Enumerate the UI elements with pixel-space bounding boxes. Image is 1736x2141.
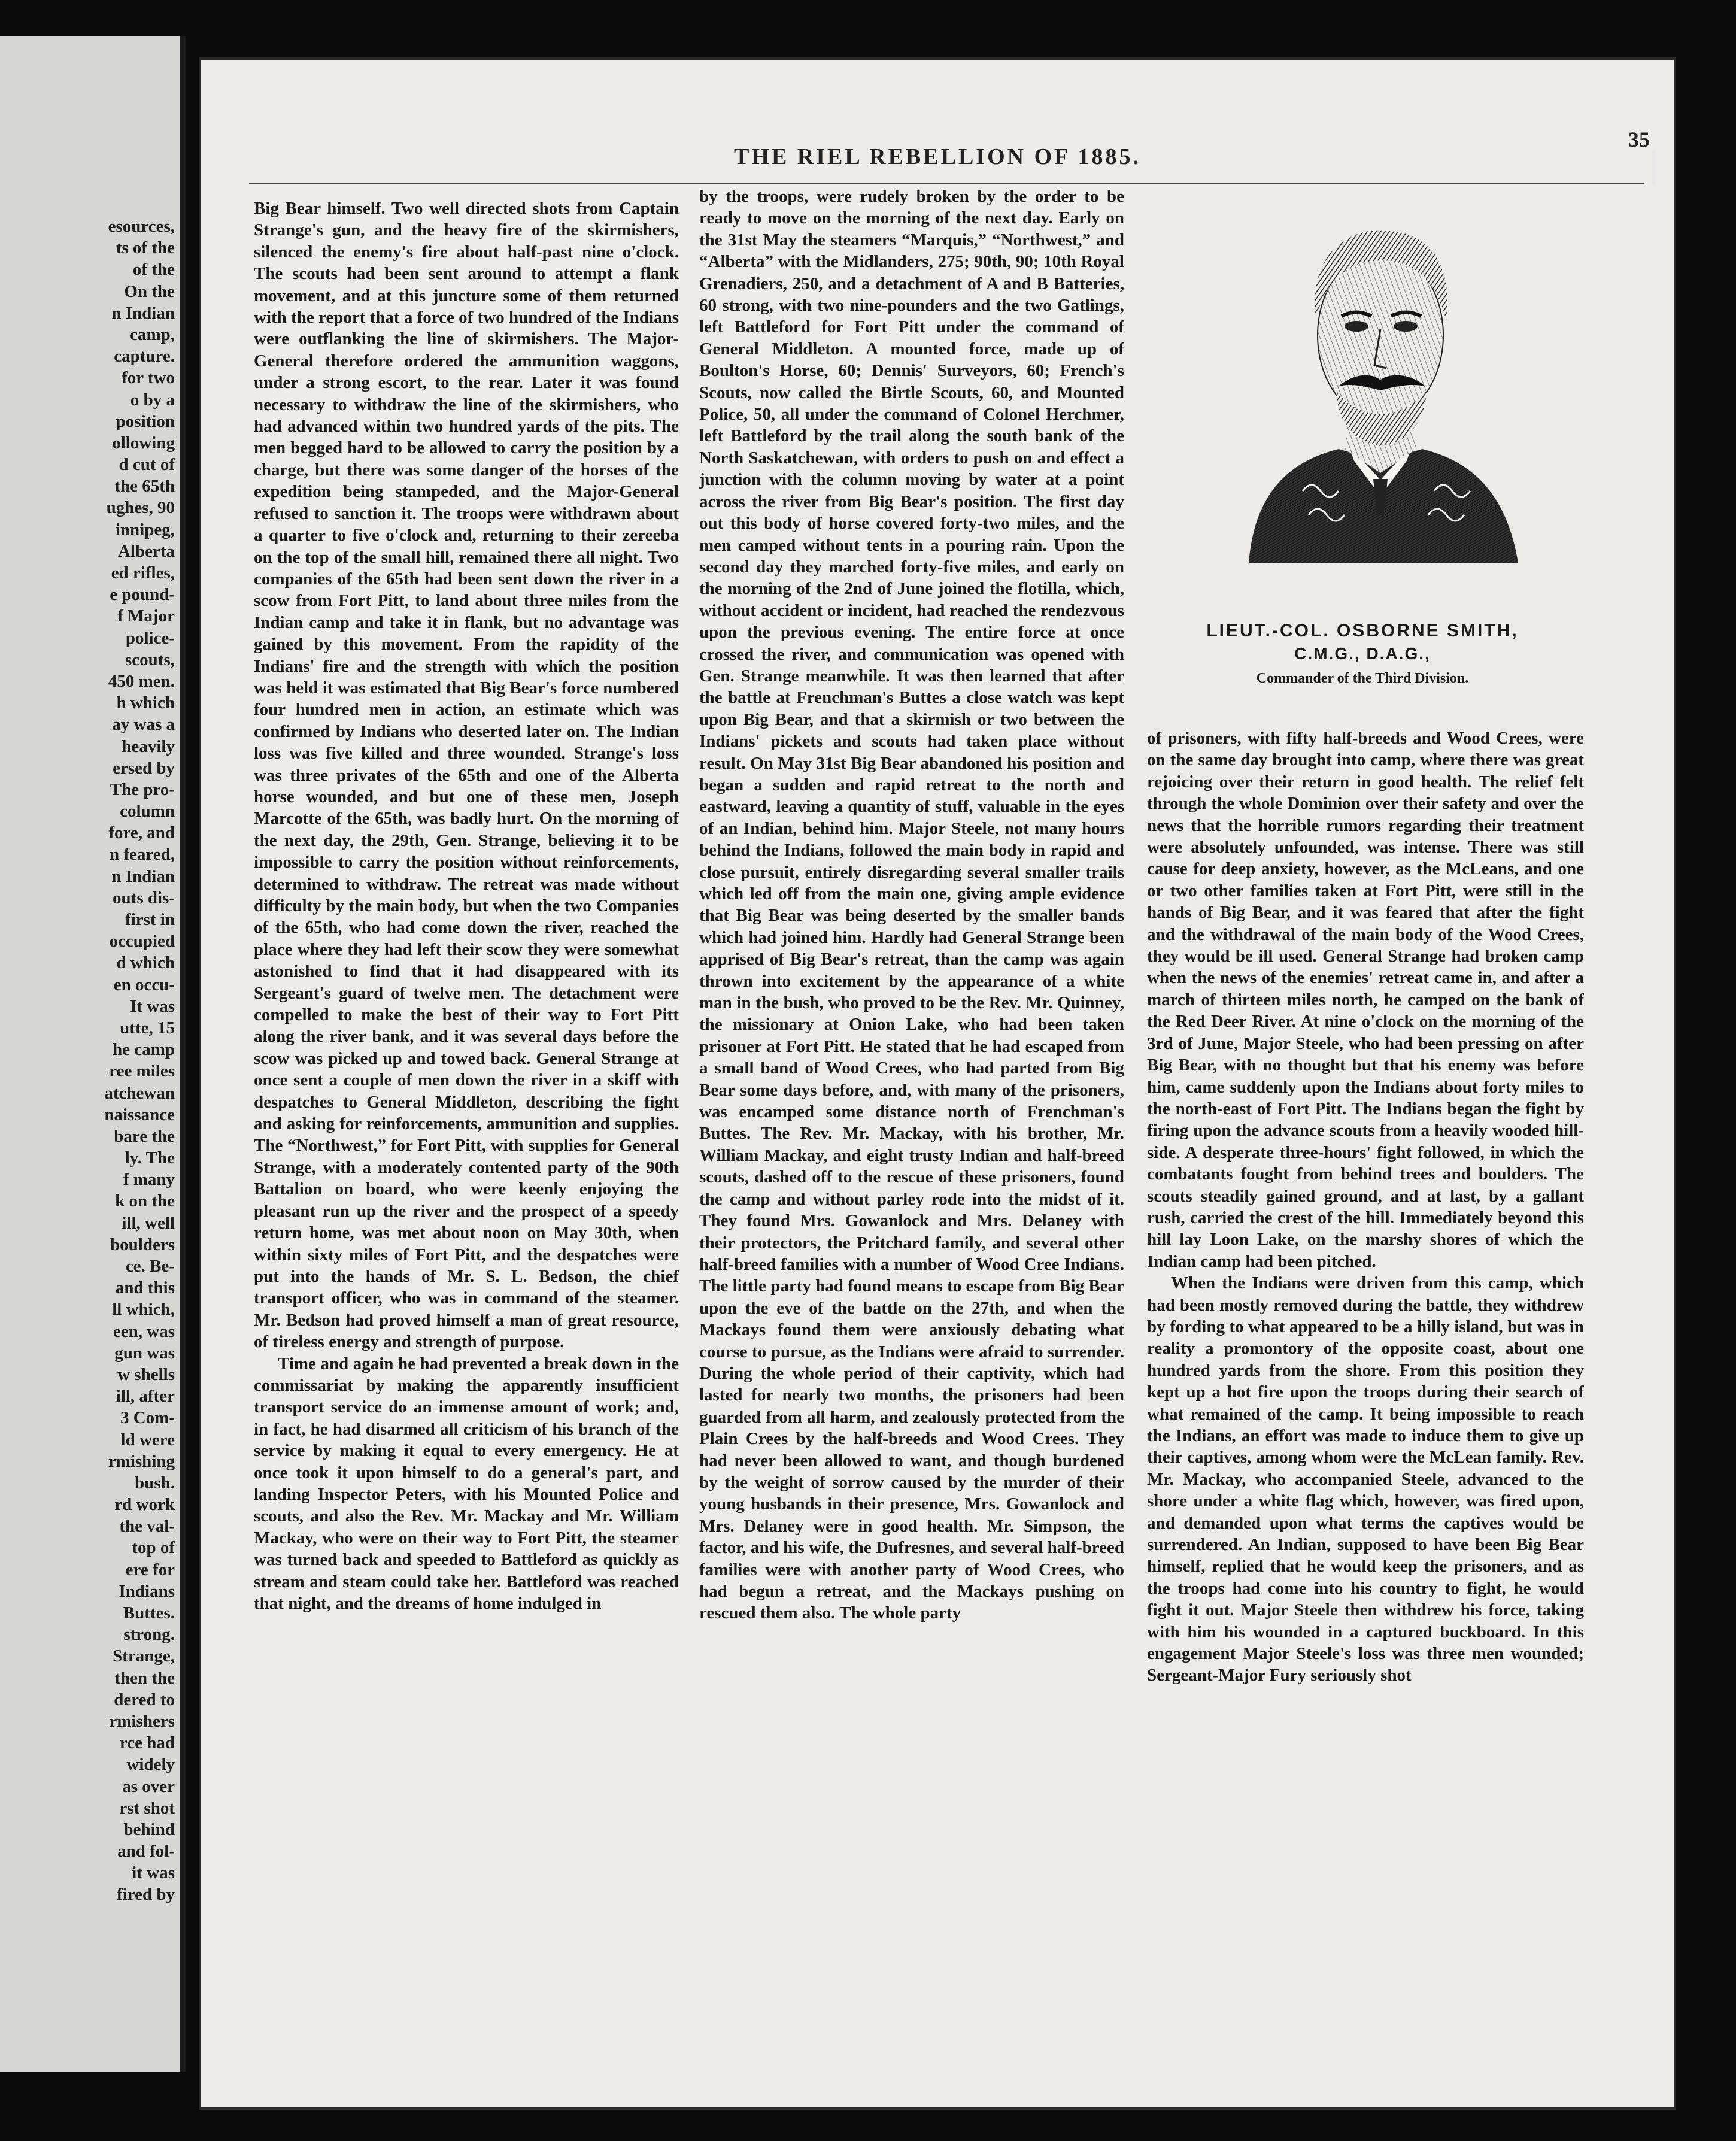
facing-page-line: d which [116,953,175,973]
facing-page-line: first in [125,910,175,929]
facing-page-line: ughes, 90 [106,498,175,518]
facing-page-line: as over [122,1776,175,1796]
caption-role: Commander of the Third Division. [1256,671,1469,686]
facing-page-line: heavily [122,736,175,756]
facing-page-line: boulders [110,1235,175,1254]
caption-honours: C.M.G., D.A.G., [1294,644,1431,663]
facing-page-line: scouts, [125,650,175,669]
facing-page-line: atchewan [104,1083,175,1103]
column-3-paragraph-1: of prisoners, with fifty half-breeds and Wood Crees, were on the same day brought into camp, where there was great rejoicing over their return in good health. The relief felt through the whole Dominion over their safety and over the news that the horrible rumors regarding their treatment were absolutely unfounded, was intense. There was still cause for deep anxiety, however, as the McLeans, and one or two other families taken at Fort Pitt, were still in the hands of Big Bear, and it was feared that after the fight and the withdrawal of the main body of the Wood Crees, they would be ill used. General Strange had broken camp when the news of the enemies' retreat came in, and after a march of thirteen miles north, he camped on the bank of the Red Deer River. At nine o'clock on the morning of the 3rd of June, Major Steele, who had been pressing on after Big Bear, with no thought but that his enemy was before him, came suddenly upon the Indians about forty miles to the north-east of Fort Pitt. The Indians began the fight by firing upon the advance scouts from a heavily wooded hill-side. A desperate three-hours' fight followed, in which the combatants fought from behind trees and boulders. The scouts steadily gained ground, and at last, by a gallant rush, carried the crest of the hill. Immediately beyond this hill lay Loon Lake, on the marshy shores of which the Indian camp had been pitched. [1147,729,1584,1271]
running-title: THE RIEL REBELLION OF 1885. [734,144,1141,169]
facing-page-line: ly. The [125,1148,175,1168]
facing-page-line: behind [123,1819,175,1839]
facing-page-line: the 65th [114,477,175,496]
facing-page-line: rd work [114,1495,175,1515]
facing-page-line: n feared, [109,845,175,865]
facing-page-line: police- [125,628,175,648]
text-column-2 [699,186,1124,2078]
facing-page-line: ree miles [109,1062,175,1081]
page-number: 35 [1628,128,1650,151]
facing-page-line: top of [132,1538,175,1558]
facing-page-line: It was [130,996,175,1016]
facing-page-line: fore, and [108,823,175,843]
facing-page-line: outs dis- [113,888,175,908]
facing-page-line: strong. [123,1625,175,1645]
facing-page-line: n Indian [111,303,175,323]
facing-page-line: o by a [130,390,175,410]
facing-page-line: of the [132,260,175,280]
facing-page-line: esources, [108,217,175,236]
facing-page-line: w shells [117,1364,175,1384]
facing-page-line: bare the [114,1126,175,1146]
facing-page-line: h which [116,693,175,713]
facing-page-line: f many [123,1170,175,1190]
facing-page-line: rce had [119,1733,175,1753]
facing-page-line: d cut of [119,455,175,475]
facing-page-line: and this [115,1278,175,1298]
facing-page-line: f Major [117,606,175,626]
caption-name: LIEUT.-COL. OSBORNE SMITH, [1206,621,1519,641]
facing-page-line: rmishers [109,1711,175,1731]
facing-page-line: dered to [114,1690,175,1709]
column-2-paragraph-1: by the troops, were rudely broken by the order to be ready to move on the morning of the next day. Early on the 31st May the steamers “Marquis,” “Northwest,” and “Alberta” with the Midlanders, 275; 90th, 90; 10th Royal Grenadiers, 250, and a detachment of A and B Batteries, 60 strong, with two nine-pounders and the two Gatlings, left Battleford for Fort Pitt under the command of General Middleton. A mounted force, made up of Boulton's Horse, 60; Dennis' Surveyors, 60; French's Scouts, now called the Birtle Scouts, 60, and Mounted Police, 50, all under the command of Colonel Herchmer, left Battleford by the trail along the south bank of the North Saskatchewan, with orders to push on and effect a junction with the column moving by water at a point across the river from Big Bear's position. The first day out this body of horse covered forty-two miles, and the men camped without tents in a pouring rain. Upon the second day they marched forty-five miles, and early on the morning of the 2nd of June joined the flotilla, which, without accident or incident, had reached the rendezvous upon the previous evening. The entire force at once crossed the river, and communication was opened with Gen. Strange meanwhile. It was then learned that after the battle at Frenchman's Buttes a close watch was kept upon Big Bear, and that a skirmish or two between the Indians' pickets and scouts had taken place without result. On May 31st Big Bear abandoned his position and began a sudden and rapid retreat to the north and eastward, leaving a quantity of stuff, valuable in the eyes of an Indian, behind him. Major Steele, not many hours behind the Indians, followed the main body in rapid and close pursuit, entirely disregarding several smaller trails which led off from the main one, giving ample evidence that Big Bear was being deserted by the smaller bands which had joined him. Hardly had General Strange been apprised of Big Bear's retreat, than the camp was again thrown into excitement by the appearance of a white man in the bush, who proved to be the Rev. Mr. Quinney, the missionary at Onion Lake, who had been taken prisoner at Fort Pitt. He stated that he had escaped from a small band of Wood Crees, who had parted from Big Bear some days before, and, with many of the prisoners, was encamped some distance north of Frenchman's Buttes. The Rev. Mr. Mackay, with his brother, Mr. William Mackay, and eight trusty Indian and half-breed scouts, dashed off to the rescue of these prisoners, found the camp and without parley rode into the midst of it. They found Mrs. Gowanlock and Mrs. Delaney with their protectors, the Pritchard family, and several other half-breed families with a number of Wood Cree Indians. The little party had found means to escape from Big Bear upon the eve of the battle on the 27th, and when the Mackays found them were anxiously debating what course to pursue, as the Indians were afraid to surrender. During the whole period of their captivity, which had lasted for nearly two months, the prisoners had been guarded from all harm, and zealously protected from the Plain Crees by the half-breeds and Wood Crees. They had never been allowed to want, and though burdened by the weight of sorrow caused by the murder of their young husbands in their presence, Mrs. Gowanlock and Mrs. Delaney were in good health. Mr. Simpson, the factor, and his wife, the Dufresnes, and several half-breed families were with another party of Wood Crees, who had begun a retreat, and the Mackays pushing on rescued them also. The whole party [699,187,1124,1623]
facing-page-line: ay was a [112,715,175,735]
facing-page-line: een, was [113,1321,175,1341]
book-page [201,60,1674,2107]
facing-page-line: ed rifles, [111,563,175,583]
facing-page-line: he camp [113,1040,175,1060]
facing-page-line: ll which, [112,1300,175,1320]
facing-page-line: ld were [120,1430,175,1449]
facing-page-line: it was [132,1863,175,1883]
facing-page-line: ere for [125,1560,175,1579]
facing-page-line: the val- [119,1517,175,1536]
facing-page-line: widely [126,1755,175,1775]
page-edge-mark [1652,150,1656,186]
facing-page-line: rmishing [108,1451,175,1471]
facing-page-line: gun was [114,1343,175,1363]
facing-page-line: capture. [114,347,175,366]
column-3-paragraph-2: When the Indians were driven from this camp, which had been mostly removed during the battle, they withdrew by fording to what appeared to be a hilly island, but was in reality a promontory of the opposite coast, about one hundred yards from the shore. From this position they kept up a hot fire upon the troops during their search of what remained of the camp. It being impossible to reach the Indians, an effort was made to induce them to give up their captives, among whom were the McLean family. Rev. Mr. Mackay, who accompanied Steele, advanced to the shore under a white flag which, however, was fired upon, and demanded upon what terms the captives would be surrendered. An Indian, supposed to have been Big Bear himself, replied that he would keep the prisoners, and as the troops had come into his country to fight, he would fight it out. Major Steele then withdrew his force, taking with him his wounded in a captured buckboard. In this engagement Major Steele's loss was three men wounded; Sergeant-Major Fury seriously shot [1147,1273,1584,1685]
facing-page-line: occupied [109,932,175,951]
facing-page-line: then the [114,1668,175,1688]
facing-page-text [1,216,175,1906]
facing-page-line: ts of the [116,238,175,258]
facing-page-line: camp, [130,325,175,344]
facing-page-line: utte, 15 [120,1018,175,1038]
facing-page-line: and fol- [117,1842,175,1861]
facing-page-line: innipeg, [115,520,175,539]
facing-page-line: rst shot [119,1798,175,1818]
facing-page-line: ersed by [113,758,175,778]
text-column-1 [254,198,679,2090]
facing-page-line: 3 Com- [120,1408,175,1428]
portrait-engraving [1237,180,1524,563]
facing-page-line: fired by [117,1885,175,1905]
column-1-paragraph-2: Time and again he had prevented a break down in the commissariat by making the apparently insufficient transport service do an immense amount of work; and, in fact, he had disarmed all criticism of his branch of the service by making it equal to every emergency. He at once took it upon himself to do a general's part, and landing Inspector Peters, with his Mounted Police and scouts, and also the Rev. Mr. Mackay and Mr. William Mackay, who were on their way to Fort Pitt, the steamer was turned back and speeded to Battleford as quickly as stream and steam could take her. Battleford was reached that night, and the dreams of home indulged in [254,1354,679,1613]
facing-page-line: ill, well [122,1213,175,1233]
facing-page-line: Strange, [113,1646,175,1666]
portrait-caption [1135,620,1590,692]
facing-page-line: 450 men. [108,671,175,691]
facing-page-line: for two [122,368,175,388]
facing-page-line: n Indian [111,866,175,886]
facing-page-strip [0,36,186,2072]
facing-page-line: position [116,411,175,431]
facing-page-line: e pound- [110,585,175,605]
facing-page-line: ill, after [116,1387,175,1406]
facing-page-line: ce. Be- [125,1257,175,1276]
facing-page-line: column [120,802,175,821]
facing-page-line: Indians [119,1581,175,1601]
facing-page-line: en occu- [113,975,175,994]
text-column-3 [1147,727,1584,2081]
column-1-paragraph-1: Big Bear himself. Two well directed shots from Captain Strange's gun, and the heavy fire of the skirmishers, silenced the enemy's fire about half-past nine o'clock. The scouts had been sent around to attempt a flank movement, and at this juncture some of them returned with the report that a force of two hundred of the Indians were outflanking the line of skirmishers. The Major-General therefore ordered the ammunition waggons, under a strong escort, to the rear. Later it was found necessary to withdraw the line of the skirmishers, who had advanced within two hundred yards of the pits. The men begged hard to be allowed to carry the position by a charge, but there was some danger of the horses of the expedition being stampeded, and the Major-General refused to sanction it. The troops were withdrawn about a quarter to five o'clock and, returning to their zereeba on the top of the small hill, remained there all night. Two companies of the 65th had been sent down the river in a scow from Fort Pitt, to land about three miles from the Indian camp and take it in flank, but no advantage was gained by this movement. From the rapidity of the Indians' fire and the strength with which the position was held it was estimated that Big Bear's force numbered four hundred men in action, an estimate which was confirmed by Indians who deserted later on. The Indian loss was five killed and three wounded. Strange's loss was three privates of the 65th and one of the Alberta horse wounded, and but one of these men, Joseph Marcotte of the 65th, was badly hurt. On the morning of the next day, the 29th, Gen. Strange, believing it to be impossible to carry the position without reinforcements, determined to withdraw. The retreat was made without difficulty by the main body, but when the two Companies of the 65th, who had come down the river, reached the place where they had left their scow they were somewhat astonished to find that it had disappeared with its Sergeant's guard of twelve men. The detachment were compelled to make the best of their way to Fort Pitt along the river bank, and it was several days before the scow was picked up and towed back. General Strange at once sent a couple of men down the river in a skiff with despatches to General Middleton, describing the fight and asking for reinforcements, ammunition and supplies. The “Northwest,” for Fort Pitt, with supplies for General Strange, with a moderately contented party of the 90th Battalion on board, who were keenly enjoying the pleasant run up the river and the prospect of a speedy return home, was met about noon on May 30th, when within sixty miles of Fort Pitt, and the despatches were put into the hands of Mr. S. L. Bedson, the chief transport officer, who was in command of the steamer. Mr. Bedson had proved himself a man of great resource, of tireless energy and strength of purpose. [254,199,679,1352]
facing-page-line: Alberta [117,541,175,561]
facing-page-line: ollowing [112,433,175,453]
facing-page-line: k on the [115,1191,175,1211]
facing-page-line: The pro- [110,780,175,799]
facing-page-line: naissance [104,1105,175,1124]
facing-page-line: bush. [135,1473,175,1493]
facing-page-line: Buttes. [123,1603,175,1623]
facing-page-line: On the [124,281,175,301]
